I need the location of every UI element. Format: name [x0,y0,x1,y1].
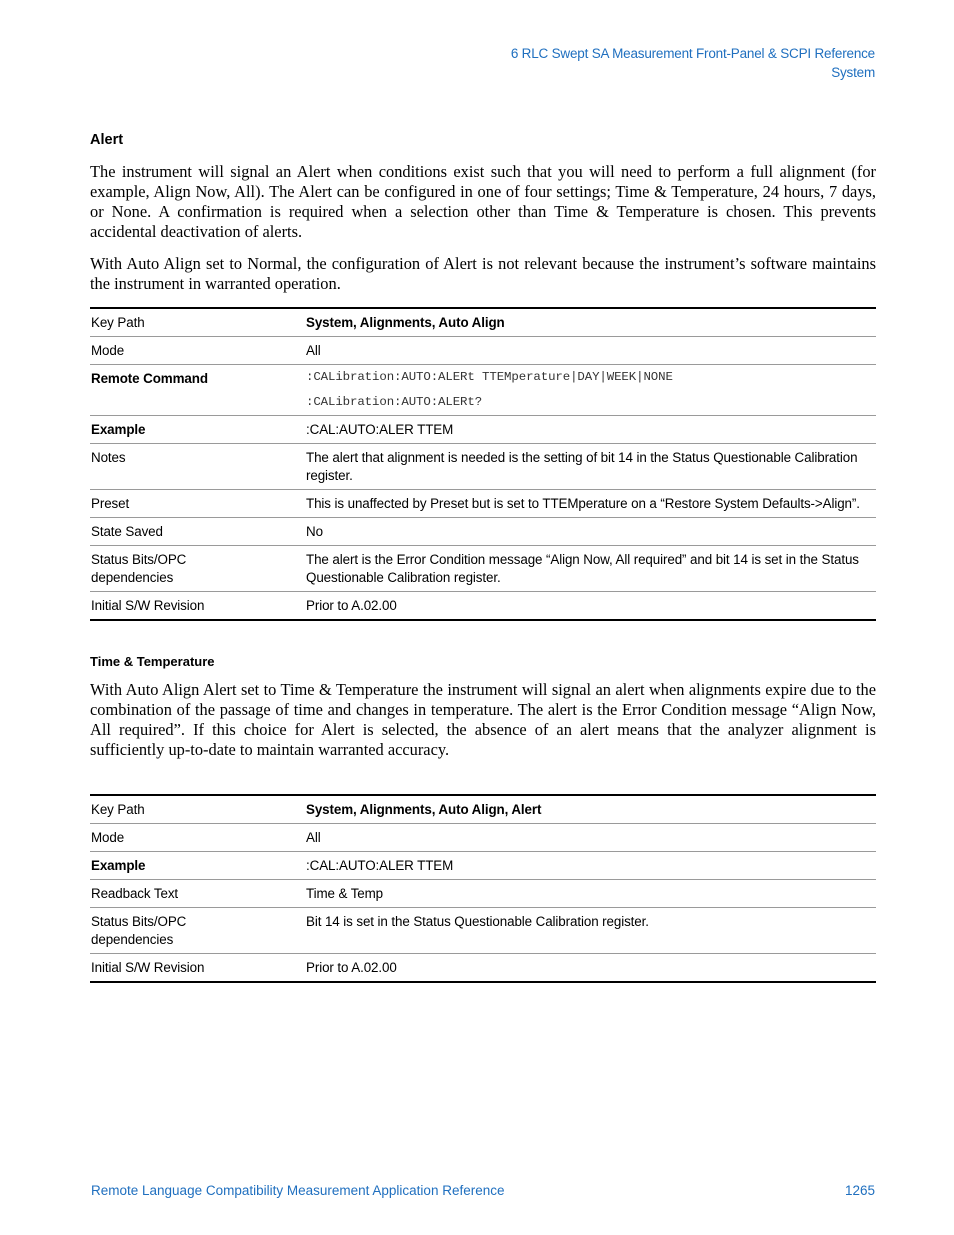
table-row [90,490,876,518]
row-value: Prior to A.02.00 [305,592,876,621]
row-value: This is unaffected by Preset but is set to TTEMperature on a “Restore System Defaults->Align”. [305,490,876,518]
time-temperature-heading: Time & Temperature [90,654,215,669]
row-value: All [305,337,876,365]
chapter-title: 6 RLC Swept SA Measurement Front-Panel & SCPI Reference [510,46,875,61]
row-key: Remote Command [90,365,305,416]
row-key: Preset [90,490,305,518]
time-temperature-paragraph: With Auto Align Alert set to Time & Temperature the instrument will signal an alert when alignments expire due to the combination of the passage of time and changes in temperature. The alert is the Error Condition message “Align Now, All required”. If this choice for Alert is selected, the absence of an alert means that the analyzer alignment is sufficiently up-to-date to maintain warranted accuracy. [90,680,876,759]
row-value: Prior to A.02.00 [305,954,876,983]
remote-command-query: :CALibration:AUTO:ALERt? [306,395,483,409]
row-value: System, Alignments, Auto Align, Alert [306,802,542,817]
table-row [90,880,876,908]
table-row [90,852,876,880]
alert-heading: Alert [90,132,124,148]
table-row [90,824,876,852]
row-value [305,365,876,416]
row-value: :CAL:AUTO:ALER TTEM [305,416,876,444]
row-value: No [305,518,876,546]
row-key: Status Bits/OPC dependencies [90,908,305,954]
row-key: State Saved [90,518,305,546]
row-value: The alert that alignment is needed is the setting of bit 14 in the Status Questionable Calibration register. [305,444,876,490]
row-key: Mode [90,824,305,852]
alert-paragraph-1: The instrument will signal an Alert when conditions exist such that you will need to perform a full alignment (for example, Align Now, All). The Alert can be configured in one of four settings; Time & Temperature, 24 hours, 7 days, or None. A confirmation is required when a selection other than Time & Temperature is chosen. This prevents accidental deactivation of alerts. [90,162,876,241]
row-key: Initial S/W Revision [90,592,305,621]
row-value: The alert is the Error Condition message “Align Now, All required” and bit 14 is set in the Status Questionable Calibration register. [305,546,876,592]
row-key: Example [90,852,305,880]
alert-command-table [90,307,876,621]
table-row [90,337,876,365]
section-title: System [831,65,875,80]
time-temperature-table [90,794,876,983]
row-key: Mode [90,337,305,365]
row-value: :CAL:AUTO:ALER TTEM [305,852,876,880]
row-key: Key Path [91,802,145,817]
page-number: 1265 [844,1183,875,1198]
book-title: Remote Language Compatibility Measurement Application Reference [91,1183,505,1198]
table-row [90,308,876,337]
table-row [90,546,876,592]
row-value: All [305,824,876,852]
row-key: Initial S/W Revision [90,954,305,983]
row-value: Time & Temp [305,880,876,908]
page-footer [91,1183,875,1198]
table-row [90,592,876,621]
row-key: Status Bits/OPC dependencies [90,546,305,592]
row-key: Example [90,416,305,444]
row-value: Bit 14 is set in the Status Questionable Calibration register. [305,908,876,954]
table-row [90,795,876,824]
table-row [90,416,876,444]
table-row [90,908,876,954]
alert-paragraph-2: With Auto Align set to Normal, the configuration of Alert is not relevant because the instrument’s software maintains the instrument in warranted operation. [90,254,876,293]
table-row [90,365,876,416]
row-key: Key Path [91,315,145,330]
table-row [90,444,876,490]
table-row [90,954,876,983]
row-key: Notes [90,444,305,490]
remote-command-set: :CALibration:AUTO:ALERt TTEMperature|DAY|WEEK|NONE [306,370,673,384]
row-value: System, Alignments, Auto Align [306,315,505,330]
table-row [90,518,876,546]
row-key: Readback Text [90,880,305,908]
running-header [511,44,875,82]
